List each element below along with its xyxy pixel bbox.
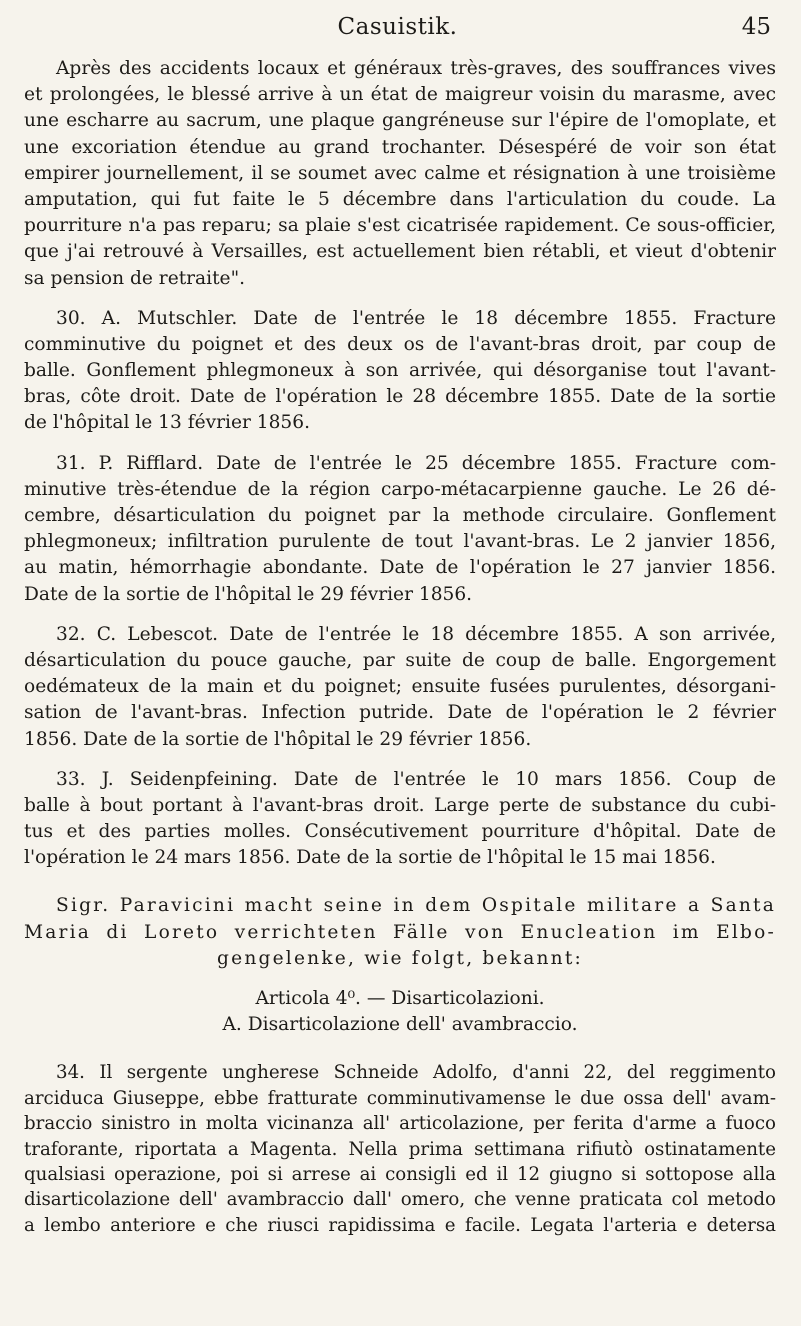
paragraph-case-32 bbox=[24, 622, 776, 753]
text-line: 30. A. Mutschler. Date de l'entrée le 18 décembre 1855. Fracture bbox=[56, 307, 776, 329]
text-line: balle. Gonflement phlegmoneux à son arrivée, qui désorganise tout l'avant- bbox=[24, 360, 776, 382]
text-line: et prolongées, le blessé arrive à un état de maigreur voisin du marasme, avec bbox=[24, 84, 776, 106]
text-line: 31. P. Rifflard. Date de l'entrée le 25 décembre 1855. Fracture com- bbox=[56, 452, 776, 474]
subsection-heading: A. Disarticolazione dell' avambraccio. bbox=[222, 1014, 578, 1036]
text-line: de l'hôpital le 13 février 1856. bbox=[24, 412, 310, 434]
text-line: phlegmoneux; infiltration purulente de tout l'avant-bras. Le 2 janvier 1856, bbox=[24, 531, 776, 553]
text-line: amputation, qui fut faite le 5 décembre dans l'articulation du coude. La bbox=[24, 188, 776, 210]
text-line: Sigr. Paravicini macht seine in dem Ospitale militare a Santa bbox=[56, 895, 776, 917]
text-line: au matin, hémorrhagie abondante. Date de l'opération le 27 janvier 1856. bbox=[24, 557, 776, 579]
section-heading: Articola 4⁰. — Disarticolazioni. bbox=[255, 988, 545, 1009]
paragraph-case-30 bbox=[24, 306, 776, 437]
text-line: empirer journellement, il se soumet avec calme et résignation à une troisième bbox=[24, 162, 776, 184]
text-line: Maria di Loreto verrichteten Fälle von Enucleation im Elbo- bbox=[24, 921, 776, 943]
text-line: 32. C. Lebescot. Date de l'entrée le 18 décembre 1855. A son arrivée, bbox=[56, 623, 776, 645]
text-line: Après des accidents locaux et généraux très-graves, des souffrances vives bbox=[56, 58, 776, 79]
text-line: balle à bout portant à l'avant-bras droit. Large perte de substance du cubi- bbox=[24, 794, 776, 816]
text-line: 1856. Date de la sortie de l'hôpital le 29 février 1856. bbox=[24, 728, 532, 750]
text-line: 33. J. Seidenpfeining. Date de l'entrée le 10 mars 1856. Coup de bbox=[56, 768, 776, 790]
text-line: désarticulation du pouce gauche, par suite de coup de balle. Engorgement bbox=[24, 649, 776, 671]
text-line: tus et des parties molles. Consécutivement pourriture d'hôpital. Date de bbox=[24, 821, 776, 843]
text-line: comminutive du poignet et des deux os de l'avant-bras droit, par coup de bbox=[24, 333, 776, 355]
text-line: qualsiasi operazione, poi si arrese ai consigli ed il 12 giugno si sottopose alla bbox=[24, 1163, 776, 1185]
page-header bbox=[24, 14, 771, 54]
paragraph-case-33 bbox=[24, 767, 776, 872]
text-line: sa pension de retraite". bbox=[24, 267, 246, 289]
text-line: que j'ai retrouvé à Versailles, est actuellement bien rétabli, et vieut d'obtenir bbox=[24, 241, 776, 263]
text-line: braccio sinistro in molta vicinanza all' articolazione, per ferita d'arme a fuoco bbox=[24, 1113, 776, 1135]
paragraph-case-29-continued bbox=[24, 56, 776, 292]
text-line: disarticolazione dell' avambraccio dall' omero, che venne praticata col metodo bbox=[24, 1189, 776, 1211]
paragraph-case-34 bbox=[24, 1060, 776, 1238]
text-line: oedémateux de la main et du poignet; ensuite fusées purulentes, désorgani- bbox=[24, 676, 776, 698]
text-line: pourriture n'a pas reparu; sa plaie s'est cicatrisée rapidement. Ce sous-officier, bbox=[24, 215, 776, 237]
text-line: minutive très-étendue de la région carpo-métacarpienne gauche. Le 26 dé- bbox=[24, 478, 776, 500]
text-line: sation de l'avant-bras. Infection putride. Date de l'opération le 2 février bbox=[24, 702, 776, 724]
text-line: bras, côte droit. Date de l'opération le 28 décembre 1855. Date de la sortie bbox=[24, 386, 776, 408]
text-line: arciduca Giuseppe, ebbe fratturate comminutivamense le due ossa dell' avam- bbox=[24, 1087, 776, 1109]
text-line: Date de la sortie de l'hôpital le 29 février 1856. bbox=[24, 583, 473, 605]
text-line: une escharre au sacrum, une plaque gangréneuse sur l'épire de l'omoplate, et bbox=[24, 110, 776, 132]
text-line: a lembo anteriore e che riusci rapidissima e facile. Legata l'arteria e detersa bbox=[24, 1214, 776, 1236]
paragraph-case-31 bbox=[24, 451, 776, 608]
text-line: traforante, riportata a Magenta. Nella prima settimana rifiutò ostinatamente bbox=[24, 1138, 776, 1160]
text-line: l'opération le 24 mars 1856. Date de la sortie de l'hôpital le 15 mai 1856. bbox=[24, 847, 716, 869]
text-line: une excoriation étendue au grand trochanter. Désespéré de voir son état bbox=[24, 136, 776, 158]
running-title: Casuistik. bbox=[337, 14, 458, 40]
paragraph-german-intro bbox=[24, 893, 776, 972]
text-line: gengelenke, wie folgt, bekannt: bbox=[217, 947, 583, 969]
page-body bbox=[24, 56, 776, 1238]
text-line: cembre, désarticulation du poignet par la methode circulaire. Gonflement bbox=[24, 505, 776, 526]
page-number: 45 bbox=[741, 14, 771, 40]
text-line: 34. Il sergente ungherese Schneide Adolfo, d'anni 22, del reggimento bbox=[56, 1062, 776, 1084]
